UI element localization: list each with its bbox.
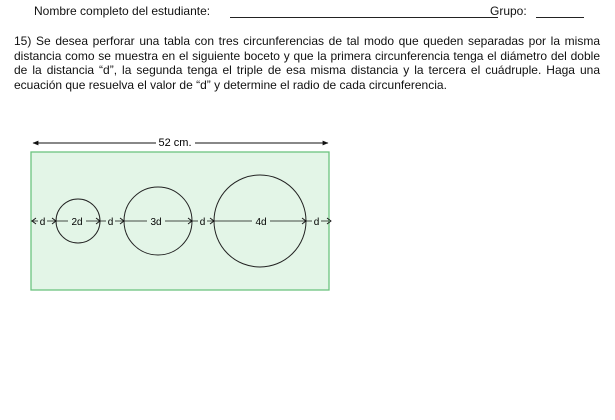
segment-label: d <box>199 217 206 228</box>
segment-label-d1 <box>38 215 47 228</box>
student-name-label: Nombre completo del estudiante: <box>34 4 211 18</box>
segment-label-3d <box>147 215 165 228</box>
segment-label: d <box>107 217 114 228</box>
segment-label-d2 <box>106 215 115 228</box>
segment-label: d <box>39 217 46 228</box>
segment-label: 4d <box>255 217 267 228</box>
segment-label: 2d <box>71 217 83 228</box>
group-label: Grupo: <box>490 4 527 18</box>
segment-label-d4 <box>312 215 321 228</box>
segment-label: d <box>313 217 320 228</box>
width-label: 52 cm. <box>158 137 192 149</box>
problem-statement: 15) Se desea perforar una tabla con tres circunferencias de tal modo que queden separadas por la misma distancia como se muestra en el siguiente boceto y que la primera circunferencia tenga el diámetro del doble de la distancia “d”, la segunda tenga el triple de esa misma distancia y la tercera el cuádruple. Haga una ecuación que resuelva el valor de “d” y determine el radio de cada circunferencia. <box>14 34 600 92</box>
segment-label: 3d <box>150 217 162 228</box>
segment-label-4d <box>252 215 270 228</box>
segment-label-d3 <box>198 215 207 228</box>
segment-label-2d <box>68 215 86 228</box>
